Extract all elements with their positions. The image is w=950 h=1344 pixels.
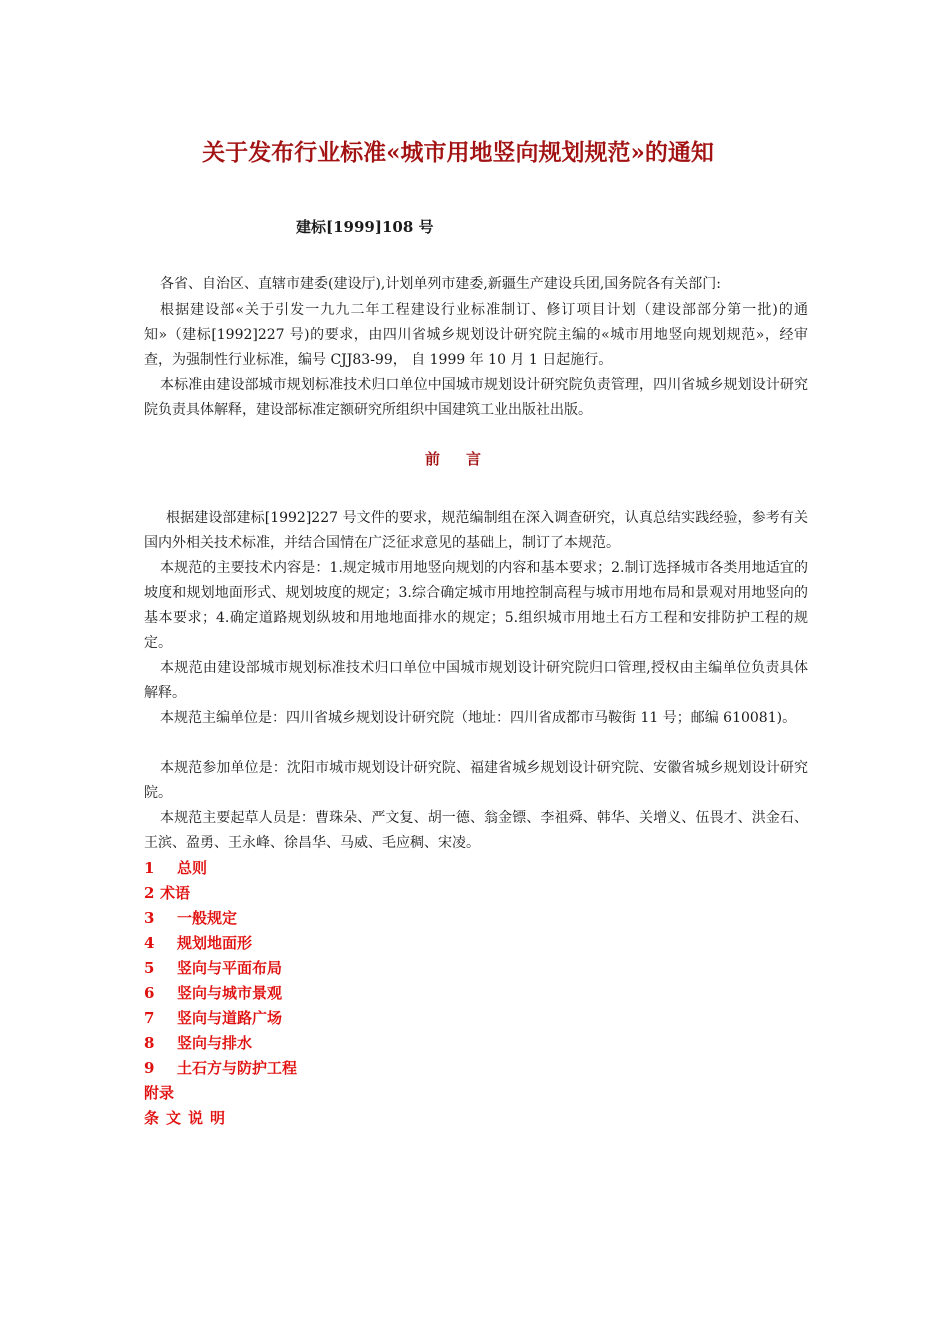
toc-label: 术语 [160, 884, 191, 902]
toc-label: 规划地面形 [177, 934, 253, 952]
toc-label: 竖向与平面布局 [177, 959, 283, 977]
preface-paragraph-participants: 本规范参加单位是：沈阳市城市规划设计研究院、福建省城乡规划设计研究院、安徽省城乡规划设计研究院。 [144, 760, 808, 801]
toc-label: 总则 [177, 859, 208, 877]
toc-label: 土石方与防护工程 [177, 1059, 298, 1077]
toc-item[interactable] [144, 931, 297, 956]
toc-item[interactable] [144, 956, 297, 981]
toc-label: 一般规定 [177, 909, 238, 927]
toc-label: 附录 [144, 1084, 175, 1102]
toc-label: 竖向与排水 [177, 1034, 253, 1052]
toc-number: 5 [144, 959, 155, 977]
toc-item[interactable] [144, 1056, 297, 1081]
toc-item[interactable] [144, 1031, 297, 1056]
notice-paragraph-management: 本标准由建设部城市规划标准技术归口单位中国城市规划设计研究院负责管理，四川省城乡规划设计研究院负责具体解释，建设部标准定额研究所组织中国建筑工业出版社出版。 [144, 377, 808, 418]
toc-item[interactable] [144, 1006, 297, 1031]
toc-number: 2 [144, 884, 155, 902]
toc-item[interactable] [144, 981, 297, 1006]
preface-paragraph-drafters: 本规范主要起草人员是：曹珠朵、严文复、胡一德、翁金镖、李祖舜、韩华、关增义、伍畏才、洪金石、王滨、盈勇、王永峰、徐昌华、马威、毛应稠、宋凌。 [144, 810, 808, 851]
toc-number: 7 [144, 1009, 155, 1027]
toc-number: 9 [144, 1059, 155, 1077]
notice-title: 关于发布行业标准«城市用地竖向规划规范»的通知 [202, 139, 714, 166]
toc-number: 1 [144, 859, 155, 877]
toc-number: 6 [144, 984, 155, 1002]
toc-number: 8 [144, 1034, 155, 1052]
toc-number: 4 [144, 934, 155, 952]
preface-paragraph-chief-unit: 本规范主编单位是：四川省城乡规划设计研究院（地址：四川省成都市马鞍街 11 号；邮编 610081)。 [160, 710, 797, 726]
toc-item[interactable] [144, 856, 297, 881]
toc-item[interactable] [144, 881, 297, 906]
toc-label: 竖向与城市景观 [177, 984, 283, 1002]
table-of-contents [144, 856, 297, 1131]
preface-paragraph-management: 本规范由建设部城市规划标准技术归口单位中国城市规划设计研究院归口管理,授权由主编单位负责具体解释。 [144, 660, 808, 701]
document-number: 建标[1999]108 号 [296, 218, 434, 236]
preface-heading-part1: 前 [424, 450, 442, 468]
preface-heading [0, 448, 908, 469]
toc-item-explanation[interactable] [144, 1106, 297, 1131]
toc-label: 竖向与道路广场 [177, 1009, 283, 1027]
toc-item[interactable] [144, 906, 297, 931]
toc-number: 3 [144, 909, 155, 927]
preface-paragraph-intro: 根据建设部建标[1992]227 号文件的要求，规范编制组在深入调查研究，认真总结实践经验，参考有关国内外相关技术标准，并结合国情在广泛征求意见的基础上，制订了本规范。 [144, 510, 808, 551]
preface-paragraph-content: 本规范的主要技术内容是：1.规定城市用地竖向规划的内容和基本要求；2.制订选择城市各类用地适宜的坡度和规划地面形式、规划坡度的规定；3.综合确定城市用地控制高程与城市用地布局和景观对用地竖向的基本要求；4.确定道路规划纵坡和用地地面排水的规定；5.组织城市用地土石方工程和安排防护工程的规定。 [144, 560, 808, 651]
notice-addressee: 各省、自治区、直辖市建委(建设厅),计划单列市建委,新疆生产建设兵团,国务院各有关部门: [160, 276, 721, 292]
preface-heading-part2: 言 [466, 450, 484, 468]
toc-label: 条文说明 [144, 1109, 233, 1127]
toc-item-appendix[interactable] [144, 1081, 297, 1106]
notice-paragraph-approval: 根据建设部«关于引发一九九二年工程建设行业标准制订、修订项目计划（建设部部分第一批)的通知»（建标[1992]227 号)的要求，由四川省城乡规划设计研究院主编的«城市用地竖向规划规范»，经审查，为强制性行业标准，编号 CJJ83-99， 自 1999 年 10 月 1 日起施行。 [144, 302, 808, 368]
